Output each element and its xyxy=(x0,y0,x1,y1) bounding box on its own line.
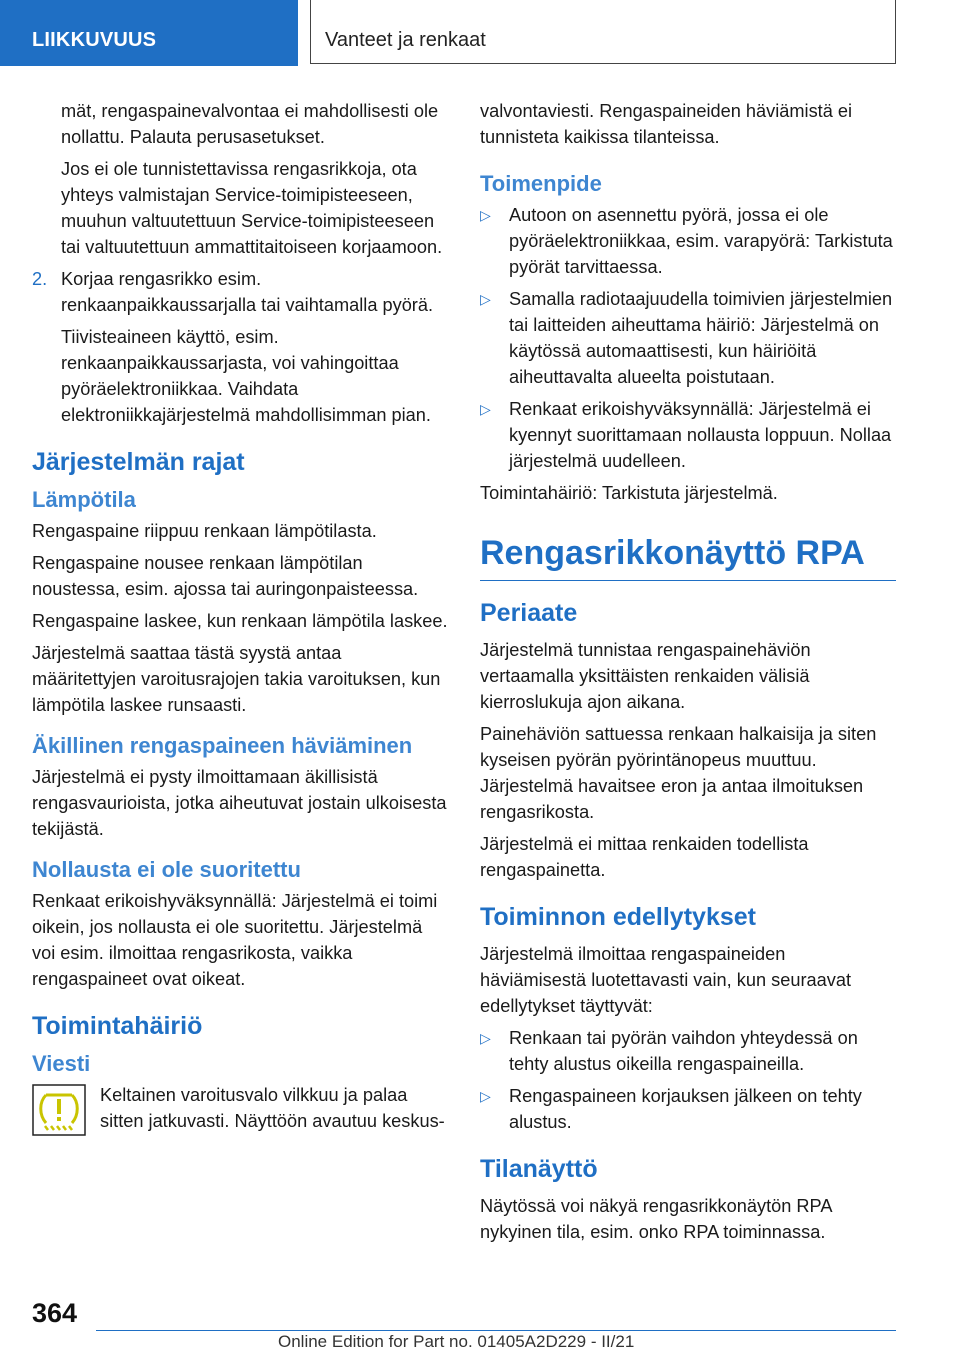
paragraph: Järjestelmä tunnistaa rengaspainehäviön vertaamalla yksittäisten renkaiden välisiä kierroslukuja ajon aikana. xyxy=(480,640,811,712)
warning-message-row xyxy=(32,1082,450,1142)
heading-conditions: Toiminnon edellytykset xyxy=(480,903,756,931)
list-item-text: Autoon on asennettu pyörä, jossa ei ole pyöräelektroniikkaa, esim. varapyörä: Tarkistuta pyörät tarvittaessa. xyxy=(509,205,893,277)
heading-sudden-loss: Äkillinen rengaspaineen häviäminen xyxy=(32,733,413,758)
heading-system-limits: Järjestelmän rajat xyxy=(32,448,245,476)
footer-divider xyxy=(96,1330,896,1331)
left-column xyxy=(32,98,450,1142)
list-item-text: Samalla radiotaajuudella toimivien järjestelmien tai laitteiden aiheuttama häiriö: Järjestelmä on käytössä automaattisesti, kun häiriöitä aiheuttavalta alueelta poistutaan. xyxy=(509,289,893,387)
paragraph: Renkaat erikoishyväksynnällä: Järjestelmä ei toimi oikein, jos nollausta ei ole suoritettu. Järjestelmä voi esim. ilmoittaa rengasrikosta, vaikka rengaspaineet ovat oikeat. xyxy=(32,891,438,989)
triangle-right-icon: ▷ xyxy=(480,401,491,417)
list-item xyxy=(480,202,896,280)
list-item xyxy=(480,1083,896,1135)
chapter-title: Vanteet ja renkaat xyxy=(310,0,896,64)
paragraph: Rengaspaine riippuu renkaan lämpötilasta. xyxy=(32,521,377,541)
paragraph: Rengaspaine laskee, kun renkaan lämpötila laskee. xyxy=(32,611,448,631)
triangle-right-icon: ▷ xyxy=(480,207,491,223)
paragraph: Järjestelmä ilmoittaa rengaspaineiden häviämisestä luotettavasti vain, kun seuraavat edellytykset täyttyvät: xyxy=(480,944,852,1016)
section-tab: LIIKKUVUUS xyxy=(0,0,298,66)
list-item xyxy=(480,396,896,474)
paragraph: Järjestelmä ei mittaa renkaiden todellista rengaspainetta. xyxy=(480,834,809,880)
triangle-right-icon: ▷ xyxy=(480,291,491,307)
heading-message: Viesti xyxy=(32,1051,91,1076)
paragraph: valvontaviesti. Rengaspaineiden häviämistä ei tunnisteta kaikissa tilanteissa. xyxy=(480,101,853,147)
heading-principle: Periaate xyxy=(480,599,578,627)
triangle-right-icon: ▷ xyxy=(480,1030,491,1046)
page-header xyxy=(0,0,960,66)
page-number: 364 xyxy=(32,1298,78,1328)
heading-reset-not-done: Nollausta ei ole suoritettu xyxy=(32,857,301,882)
paragraph: Jos ei ole tunnistettavissa rengasrikkoja, ota yhteys valmistajan Service-toimipisteeseen, muuhun valtuutettuun Service-toimipisteeseen tai valtuutettuun ammattitaitoiseen korjaamoon. xyxy=(61,159,443,257)
heading-action: Toimenpide xyxy=(480,171,602,196)
edition-text: Online Edition for Part no. 01405A2D229 - II/21 xyxy=(278,1332,635,1351)
paragraph: Toimintahäiriö: Tarkistuta järjestelmä. xyxy=(480,483,778,503)
paragraph: Painehäviön sattuessa renkaan halkaisija ja siten kyseisen pyörän pyörintänopeus muuttuu. Järjestelmä havaitsee eron ja antaa ilmoituksen rengasrikosta. xyxy=(480,724,877,822)
step-text: Korjaa rengasrikko esim. renkaanpaikkaussarjalla tai vaihtamalla pyörä. xyxy=(61,269,434,315)
list-item-text: Rengaspaineen korjauksen jälkeen on tehty alustus. xyxy=(509,1086,862,1132)
heading-status: Tilanäyttö xyxy=(480,1155,598,1183)
tire-pressure-warning-icon xyxy=(32,1084,86,1136)
list-item xyxy=(480,286,896,390)
list-item-text: Renkaan tai pyörän vaihdon yhteydessä on tehty alustus oikeilla rengaspaineilla. xyxy=(509,1028,858,1074)
heading-malfunction: Toimintahäiriö xyxy=(32,1012,203,1040)
paragraph: Keltainen varoitusvalo vilkkuu ja palaa sitten jatkuvasti. Näyttöön avautuu keskus- xyxy=(100,1085,445,1131)
heading-temperature: Lämpötila xyxy=(32,487,136,512)
heading-rpa: Rengasrikkonäyttö RPA xyxy=(480,530,896,581)
paragraph: Rengaspaine nousee renkaan lämpötilan noustessa, esim. ajossa tai auringonpaisteessa. xyxy=(32,553,419,599)
paragraph: Tiivisteaineen käyttö, esim. renkaanpaikkaussarjasta, voi vahingoittaa pyöräelektroniikkaa. Vaihdata elektroniikkajärjestelmä mahdollisimman pian. xyxy=(61,327,431,425)
list-item xyxy=(480,1025,896,1077)
paragraph: Järjestelmä saattaa tästä syystä antaa määritettyjen varoitusrajojen takia varoituksen, kun lämpötila laskee runsaasti. xyxy=(32,643,441,715)
numbered-step xyxy=(32,266,450,318)
paragraph: mät, rengaspainevalvontaa ei mahdollisesti ole nollattu. Palauta perusasetukset. xyxy=(61,101,439,147)
right-column xyxy=(480,98,896,1251)
paragraph: Näytössä voi näkyä rengasrikkonäytön RPA nykyinen tila, esim. onko RPA toiminnassa. xyxy=(480,1196,832,1242)
step-number: 2. xyxy=(32,269,48,289)
triangle-right-icon: ▷ xyxy=(480,1088,491,1104)
list-item-text: Renkaat erikoishyväksynnällä: Järjestelmä ei kyennyt suorittamaan nollausta loppuun. Nollaa järjestelmä uudelleen. xyxy=(509,399,892,471)
paragraph: Järjestelmä ei pysty ilmoittamaan äkillisistä rengasvaurioista, jotka aiheutuvat jostain ulkoisesta tekijästä. xyxy=(32,767,447,839)
